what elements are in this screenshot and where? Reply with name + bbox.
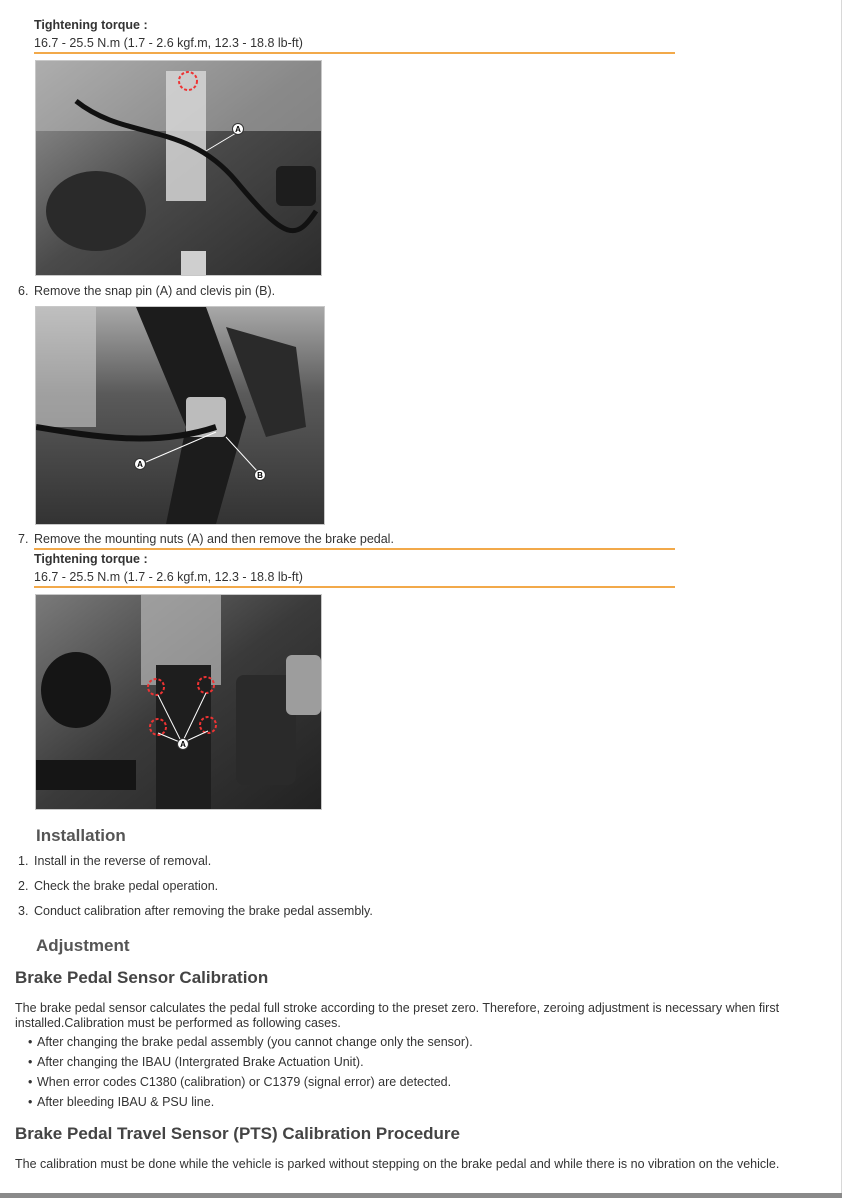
calibration-intro bbox=[15, 1001, 815, 1031]
case-text: After changing the brake pedal assembly (you cannot change only the sensor). bbox=[37, 1035, 473, 1049]
step-text: Check the brake pedal operation. bbox=[34, 879, 219, 893]
calibration-case bbox=[28, 1094, 214, 1110]
step-text: Conduct calibration after removing the brake pedal assembly. bbox=[34, 904, 373, 918]
step-number: 6. bbox=[18, 284, 29, 298]
bottom-bar bbox=[0, 1193, 842, 1198]
pts-heading: Brake Pedal Travel Sensor (PTS) Calibration Procedure bbox=[15, 1124, 460, 1143]
step-number: 2. bbox=[18, 879, 29, 893]
case-text: After changing the IBAU (Intergrated Brake Actuation Unit). bbox=[37, 1055, 364, 1069]
torque-label: Tightening torque : bbox=[34, 552, 148, 566]
adjustment-heading: Adjustment bbox=[36, 936, 130, 955]
bullet-icon: • bbox=[28, 1035, 33, 1049]
torque-divider bbox=[34, 586, 675, 588]
case-text: When error codes C1380 (calibration) or C1379 (signal error) are detected. bbox=[37, 1075, 452, 1089]
case-text: After bleeding IBAU & PSU line. bbox=[37, 1095, 215, 1109]
callout-a: A bbox=[134, 458, 146, 470]
bullet-icon: • bbox=[28, 1095, 33, 1109]
mounting-nuts-photo bbox=[35, 594, 322, 810]
torque-divider bbox=[34, 52, 675, 54]
snap-pin-photo bbox=[35, 306, 325, 525]
brake-pedal-photo-1 bbox=[35, 60, 322, 276]
step-text: Remove the snap pin (A) and clevis pin (B). bbox=[34, 284, 276, 298]
bullet-icon: • bbox=[28, 1075, 33, 1089]
step-7 bbox=[18, 531, 394, 547]
torque-spec-mid bbox=[34, 550, 675, 586]
installation-step-3 bbox=[18, 903, 373, 919]
torque-value: 16.7 - 25.5 N.m (1.7 - 2.6 kgf.m, 12.3 - 18.8 lb-ft) bbox=[34, 570, 303, 584]
step-text: Install in the reverse of removal. bbox=[34, 854, 212, 868]
calibration-case bbox=[28, 1074, 451, 1090]
step-6 bbox=[18, 283, 275, 299]
installation-heading: Installation bbox=[36, 826, 126, 845]
callout-a: A bbox=[232, 123, 244, 135]
calibration-case bbox=[28, 1034, 473, 1050]
step-number: 7. bbox=[18, 532, 29, 546]
calibration-intro-line: installed.Calibration must be performed as following cases. bbox=[15, 1016, 341, 1030]
callout-a: A bbox=[177, 738, 189, 750]
installation-step-2 bbox=[18, 878, 218, 894]
calibration-intro-line: The brake pedal sensor calculates the pedal full stroke according to the preset zero. Therefore, zeroing adjustment is necessary when first bbox=[15, 1001, 780, 1015]
step-text: Remove the mounting nuts (A) and then remove the brake pedal. bbox=[34, 532, 394, 546]
torque-spec-top bbox=[34, 16, 675, 52]
calibration-case bbox=[28, 1054, 364, 1070]
pts-text: The calibration must be done while the vehicle is parked without stepping on the brake pedal and while there is no vibration on the vehicle. bbox=[15, 1157, 780, 1171]
step-number: 3. bbox=[18, 904, 29, 918]
torque-value: 16.7 - 25.5 N.m (1.7 - 2.6 kgf.m, 12.3 - 18.8 lb-ft) bbox=[34, 36, 303, 50]
installation-step-1 bbox=[18, 853, 211, 869]
torque-label: Tightening torque : bbox=[34, 18, 148, 32]
bullet-icon: • bbox=[28, 1055, 33, 1069]
step-number: 1. bbox=[18, 854, 29, 868]
calibration-heading: Brake Pedal Sensor Calibration bbox=[15, 968, 269, 987]
callout-b: B bbox=[254, 469, 266, 481]
